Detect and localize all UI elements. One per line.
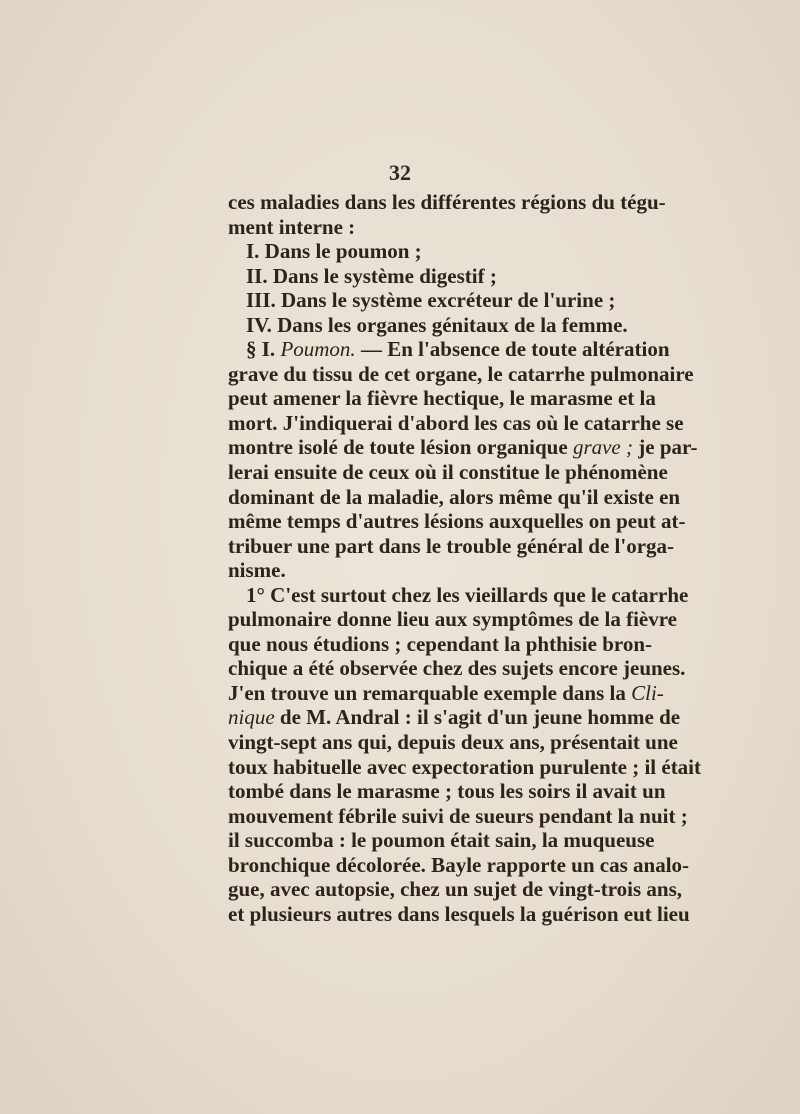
text-line: que nous étudions ; cependant la phthisie bron-	[228, 631, 652, 656]
text-segment: § I.	[246, 337, 281, 362]
text-line: vingt-sept ans qui, depuis deux ans, présentait une	[228, 730, 678, 755]
text-line: I. Dans le poumon ;	[246, 239, 422, 264]
text-line: dominant de la maladie, alors même qu'il existe en	[228, 484, 681, 509]
text-segment: — En l'absence de toute altération	[355, 337, 670, 362]
text-segment: montre isolé de toute lésion organique	[228, 435, 573, 460]
text-line: il succomba : le poumon était sain, la muqueuse	[228, 828, 655, 853]
text-line: II. Dans le système digestif ;	[246, 263, 497, 288]
text-line: tombé dans le marasme ; tous les soirs il avait un	[228, 779, 666, 804]
text-line: bronchique décolorée. Bayle rapporte un cas analo-	[228, 852, 690, 877]
text-line: ment interne :	[228, 214, 356, 239]
text-segment: je par-	[633, 435, 698, 460]
text-line	[228, 705, 681, 730]
text-line: mort. J'indiquerai d'abord les cas où le catarrhe se	[228, 410, 684, 435]
italic-segment: nique	[228, 705, 275, 730]
text-segment: de M. Andral : il s'agit d'un jeune homme de	[274, 705, 681, 730]
text-line: nisme.	[228, 558, 286, 583]
page-number: 32	[389, 160, 411, 185]
text-line: tribuer une part dans le trouble général de l'orga-	[228, 533, 675, 558]
text-line	[228, 435, 698, 460]
text-line: toux habituelle avec expectoration purulente ; il était	[228, 754, 702, 779]
text-line	[228, 337, 670, 362]
text-line: peut amener la fièvre hectique, le marasme et la	[228, 386, 656, 411]
text-line: gue, avec autopsie, chez un sujet de vingt-trois ans,	[228, 877, 683, 902]
text-line	[228, 680, 664, 706]
text-line: même temps d'autres lésions auxquelles on peut at-	[228, 509, 686, 534]
text-line: grave du tissu de cet organe, le catarrhe pulmonaire	[228, 361, 694, 386]
text-line: chique a été observée chez des sujets encore jeunes.	[228, 656, 686, 681]
text-segment: J'en trouve un remarquable exemple dans la	[228, 680, 632, 705]
text-line: et plusieurs autres dans lesquels la guérison eut lieu	[228, 901, 690, 926]
italic-segment: Poumon.	[280, 337, 356, 362]
text-line: lerai ensuite de ceux où il constitue le phénomène	[228, 460, 668, 485]
text-line: ces maladies dans les différentes régions du tégu-	[228, 190, 666, 214]
text-line: IV. Dans les organes génitaux de la femme.	[246, 312, 628, 337]
text-line: III. Dans le système excréteur de l'urine ;	[246, 288, 616, 313]
body-text	[228, 190, 702, 926]
italic-segment: grave ;	[572, 435, 633, 460]
text-line: 1° C'est surtout chez les vieillards que le catarrhe	[246, 582, 689, 607]
italic-segment: Cli-	[631, 680, 664, 705]
text-line: pulmonaire donne lieu aux symptômes de la fièvre	[228, 607, 677, 632]
text-line: mouvement fébrile suivi de sueurs pendant la nuit ;	[228, 803, 688, 828]
